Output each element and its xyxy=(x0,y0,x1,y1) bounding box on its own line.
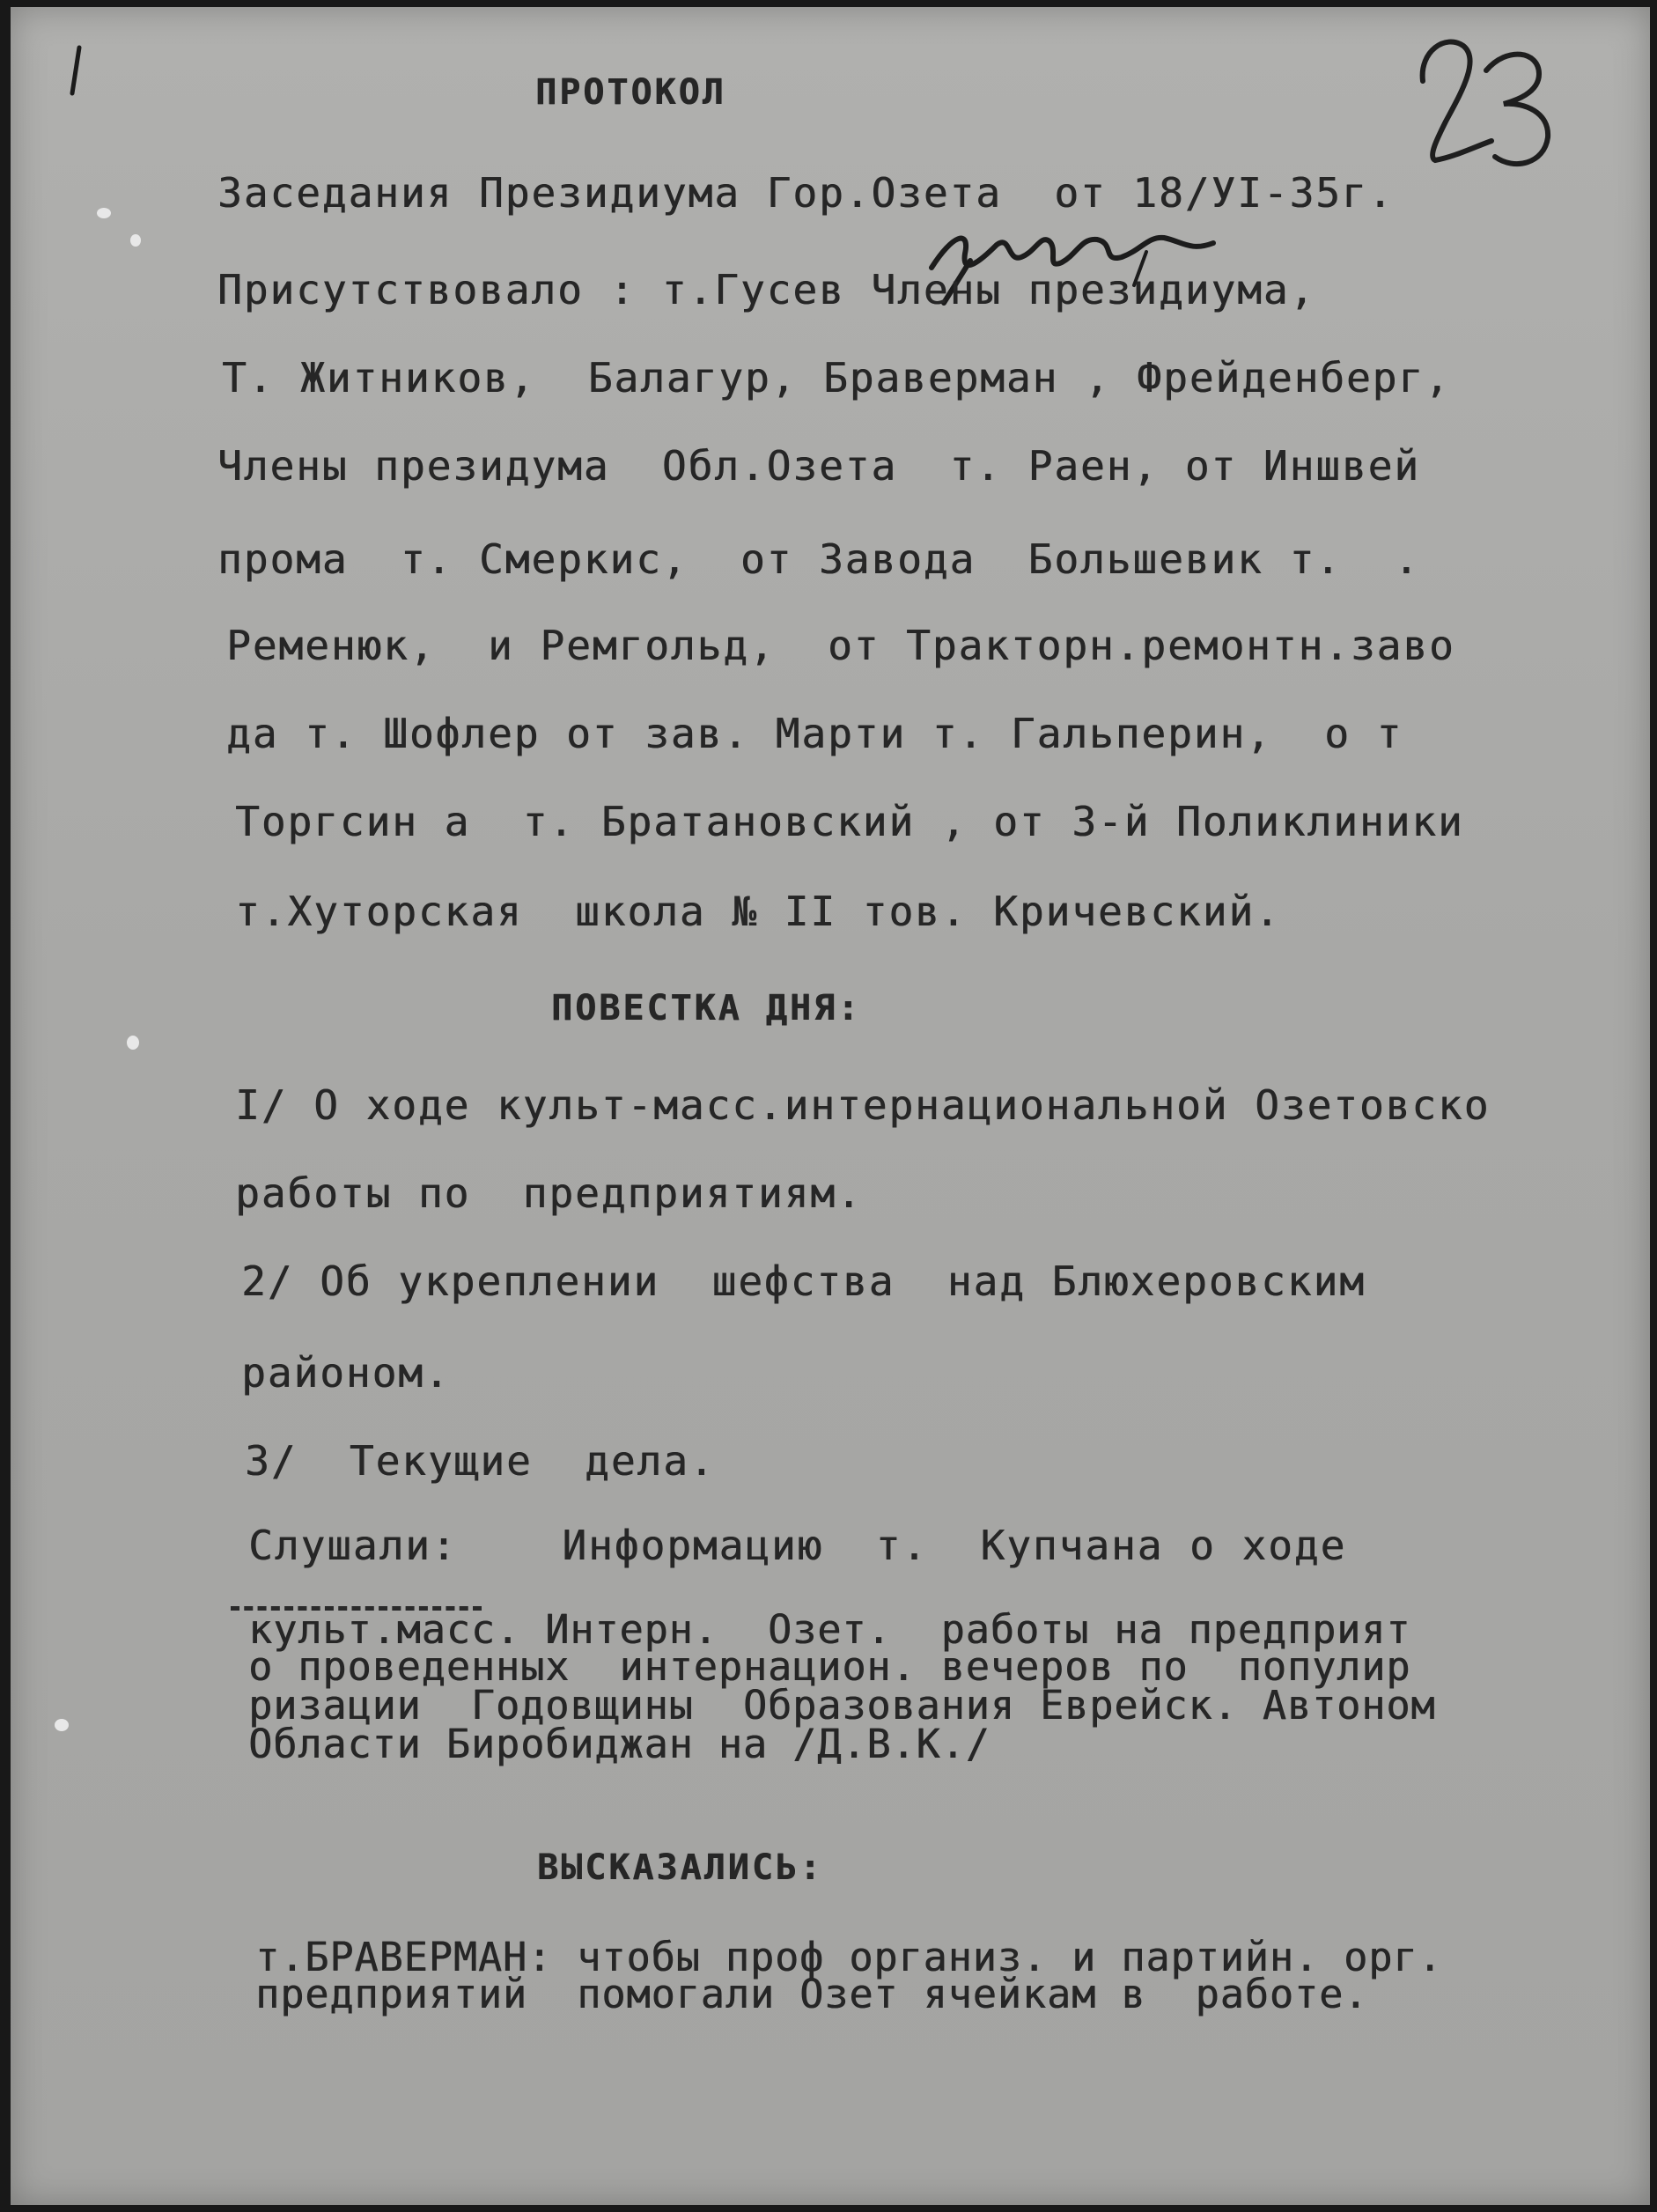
heard-body-line: Области Биробиджан на /Д.В.К./ xyxy=(248,1721,991,1767)
agenda-item: I/ О ходе культ-масс.интернациональной Озетовско xyxy=(235,1081,1491,1129)
body-line: Заседания Президиума Гор.Озета от 18/УI-35г. xyxy=(217,169,1395,217)
heard-body-line: культ.масс. Интерн. Озет. работы на предприят xyxy=(248,1606,1411,1653)
spoke-body-line: предприятий помогали Озет ячейкам в работе. xyxy=(255,1971,1369,2017)
agenda-item: районом. xyxy=(241,1349,451,1397)
body-line: прома т. Смеркис, от Завода Большевик т. . xyxy=(217,535,1420,583)
document-page xyxy=(11,7,1650,2205)
handwritten-page-number xyxy=(1410,25,1560,174)
punch-mark xyxy=(97,208,111,218)
heard-body-line: ризации Годовщины Образования Еврейск. Автоном xyxy=(248,1682,1436,1729)
document-title: ПРОТОКОЛ xyxy=(535,72,726,113)
body-line: Т. Житников, Балагур, Браверман , Фрейденберг, xyxy=(222,354,1451,402)
agenda-heading: ПОВЕСТКА ДНЯ: xyxy=(551,988,862,1029)
agenda-item: работы по предприятиям. xyxy=(235,1169,863,1217)
body-line: Члены президума Обл.Озета т. Раен, от Иншвей xyxy=(217,442,1420,490)
agenda-item: 2/ Об укреплении шефства над Блюхеровским xyxy=(241,1257,1366,1305)
heard-line: Слушали: Информацию т. Купчана о ходе xyxy=(248,1522,1347,1569)
heard-body-line: о проведенных интернацион. вечеров по популир xyxy=(248,1643,1411,1690)
handwritten-corner-mark xyxy=(63,42,90,104)
body-line: т.Хуторская школа № II тов. Кричевский. xyxy=(235,888,1281,935)
body-line: Присутствовало : т.Гусев Члены президиума, xyxy=(217,266,1316,313)
punch-mark xyxy=(55,1719,69,1731)
body-line: Торгсин а т. Братановский , от 3-й Поликлиники xyxy=(235,798,1464,845)
body-line: Ременюк, и Ремгольд, от Тракторн.ремонтн.заво xyxy=(226,622,1455,669)
spoke-heading: ВЫСКАЗАЛИСЬ: xyxy=(537,1847,823,1888)
agenda-item: 3/ Текущие дела. xyxy=(245,1437,716,1485)
punch-mark xyxy=(127,1036,139,1050)
spoke-body-line: т.БРАВЕРМАН: чтобы проф организ. и партийн. орг. xyxy=(255,1934,1443,1980)
punch-mark xyxy=(130,234,141,247)
body-line: да т. Шофлер от зав. Марти т. Гальперин, о т xyxy=(226,710,1403,757)
